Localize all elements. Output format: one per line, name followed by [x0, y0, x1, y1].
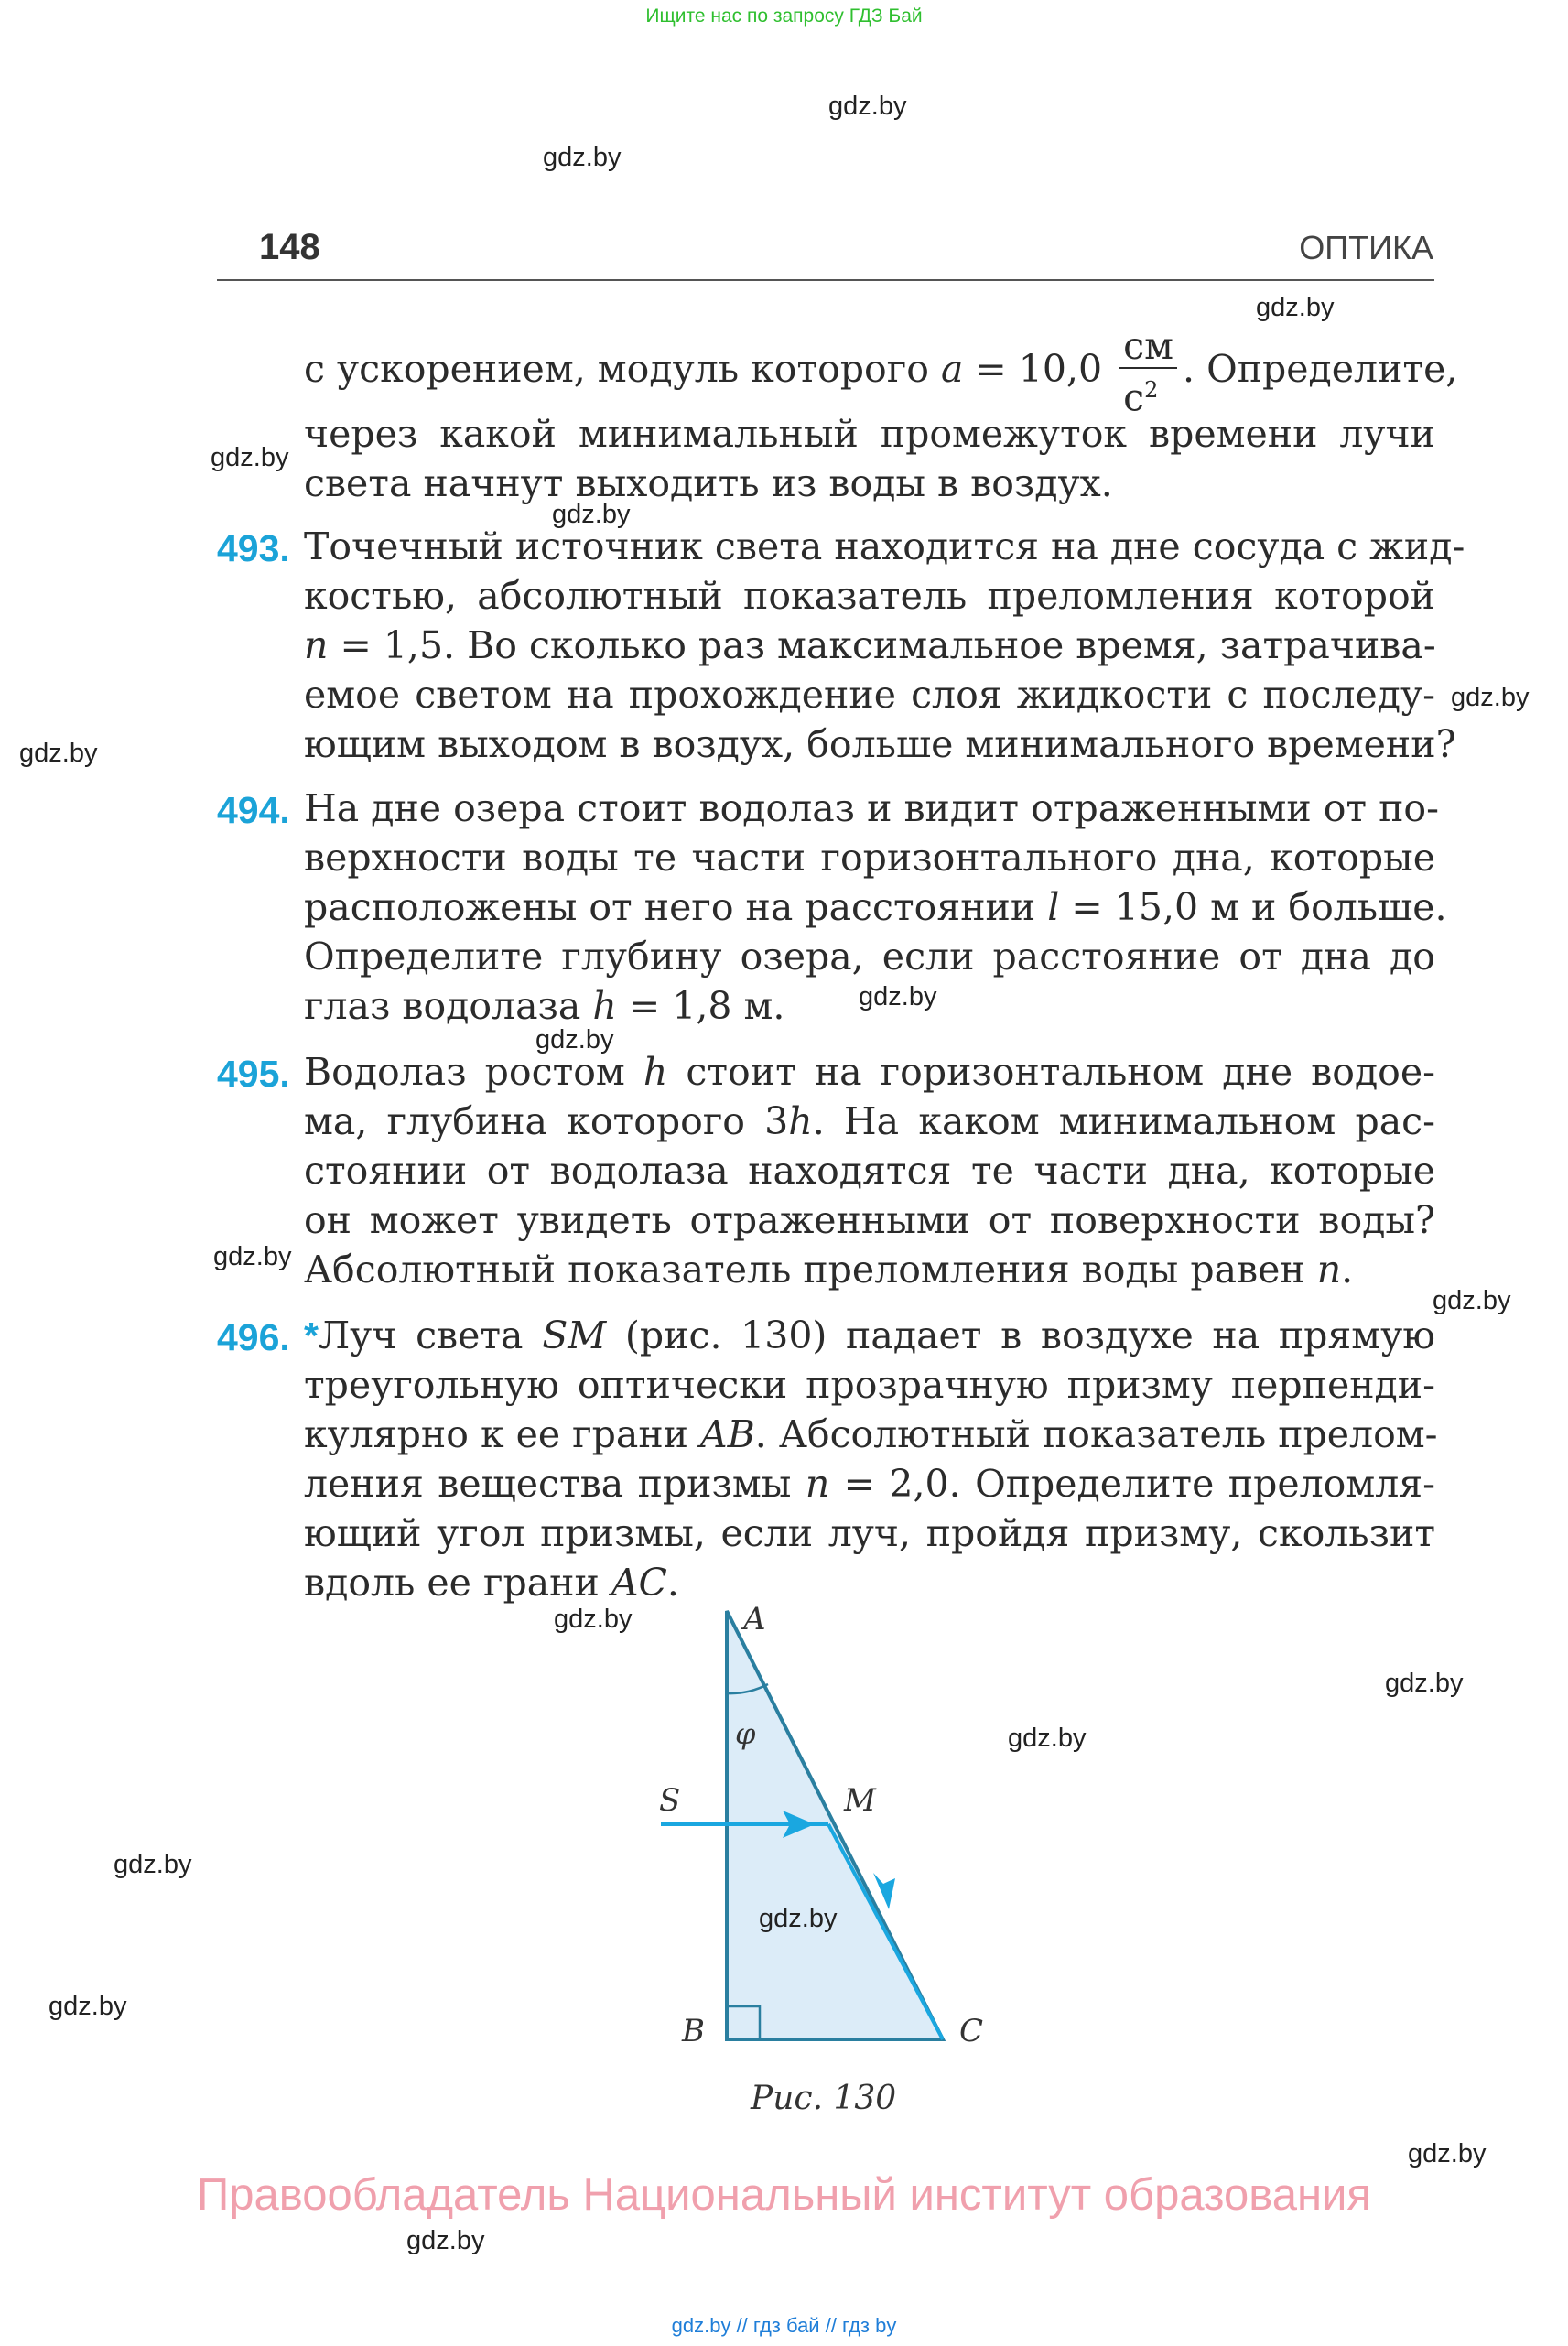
task-494-line-2: верхности воды те части горизонтального дна, которые [304, 836, 1435, 880]
task-494-number: 494. [217, 789, 290, 831]
watermark: gdz.by [213, 1242, 292, 1271]
watermark: gdz.by [1433, 1286, 1511, 1315]
prev-task-line-3: света начнут выходить из воды в воздух. [304, 461, 1113, 505]
task-495-line-1: Водолаз ростом h стоит на горизонтальном дне водое- [304, 1050, 1435, 1094]
watermark: gdz.by [49, 1992, 127, 2021]
watermark: gdz.by [114, 1850, 192, 1879]
watermark: gdz.by [1385, 1669, 1464, 1698]
task-494-line-5: глаз водолаза h = 1,8 м. [304, 984, 785, 1028]
page-number: 148 [259, 227, 320, 267]
task-493-line-5: ющим выходом в воздух, больше минимального времени? [304, 722, 1456, 766]
top-search-banner: Ищите нас по запросу ГДЗ Бай [645, 5, 923, 27]
watermark: gdz.by [554, 1605, 633, 1634]
task-494-line-3: расположены от него на расстоянии l = 15,0 м и больше. [304, 885, 1447, 929]
task-496-line-6: вдоль ее грани AC. [304, 1561, 679, 1605]
label-C: C [959, 2013, 984, 2049]
watermark: gdz.by [543, 143, 622, 172]
watermark: gdz.by [1008, 1724, 1087, 1753]
watermark: gdz.by [859, 982, 937, 1011]
label-S: S [659, 1782, 681, 1819]
label-M: M [844, 1782, 876, 1819]
header-divider [217, 279, 1434, 281]
task-496-line-1: *Луч света SM (рис. 130) падает в воздухе на прямую [304, 1314, 1435, 1357]
label-phi: φ [735, 1716, 756, 1751]
prev-task-line-1: с ускорением, модуль которого a = 10,0 $\frac{см}{с^2}$ . Определите, [304, 324, 1458, 420]
watermark: gdz.by [1451, 683, 1530, 712]
prev-task-line-2: через какой минимальный промежуток времени лучи [304, 412, 1435, 456]
section-title: ОПТИКА [1299, 229, 1433, 266]
task-494-line-1: На дне озера стоит водолаз и видит отраженными от по- [304, 786, 1439, 830]
watermark: gdz.by [535, 1025, 614, 1054]
watermark: gdz.by [406, 2226, 485, 2255]
task-496-number: 496. [217, 1316, 290, 1358]
copyright-notice: Правообладатель Национальный институт образования [197, 2170, 1371, 2220]
watermark: gdz.by [552, 500, 631, 529]
task-496-line-5: ющий угол призмы, если луч, пройдя призму, скользит [304, 1511, 1435, 1555]
watermark: gdz.by [211, 443, 289, 472]
task-495-number: 495. [217, 1053, 290, 1095]
task-495-line-5: Абсолютный показатель преломления воды равен n. [304, 1248, 1354, 1292]
task-496-line-4: ления вещества призмы n = 2,0. Определите преломля- [304, 1462, 1436, 1506]
watermark: gdz.by [19, 739, 98, 768]
task-496-line-2: треугольную оптически прозрачную призму перпенди- [304, 1363, 1435, 1407]
label-B: B [682, 2013, 705, 2049]
watermark: gdz.by [1408, 2139, 1487, 2168]
task-493-line-3: n = 1,5. Во сколько раз максимальное время, затрачива- [304, 623, 1436, 667]
watermark: gdz.by [828, 92, 907, 121]
task-493-number: 493. [217, 527, 290, 569]
watermark: gdz.by [1256, 293, 1335, 322]
figure-130-prism [641, 1593, 1025, 2069]
label-A: A [743, 1601, 766, 1638]
task-493-line-4: емое светом на прохождение слоя жидкости с последу- [304, 673, 1435, 717]
task-495-line-4: он может увидеть отраженными от поверхности воды? [304, 1198, 1435, 1242]
figure-caption: Рис. 130 [751, 2080, 897, 2117]
bottom-links[interactable]: gdz.by // гдз бай // гдз by [671, 2314, 897, 2337]
task-495-line-3: стоянии от водолаза находятся те части дна, которые [304, 1149, 1435, 1193]
task-494-line-4: Определите глубину озера, если расстояние от дна до [304, 935, 1435, 978]
task-496-line-3: кулярно к ее грани AB. Абсолютный показатель прелом- [304, 1412, 1438, 1456]
task-495-line-2: ма, глубина которого 3h. На каком минимальном рас- [304, 1099, 1435, 1143]
task-493-line-1: Точечный источник света находится на дне сосуда с жид- [304, 524, 1465, 568]
acceleration-unit-fraction: $\frac{см}{с^2}$ [1119, 325, 1177, 419]
task-493-line-2: костью, абсолютный показатель преломления которой [304, 574, 1435, 618]
watermark: gdz.by [759, 1904, 838, 1933]
